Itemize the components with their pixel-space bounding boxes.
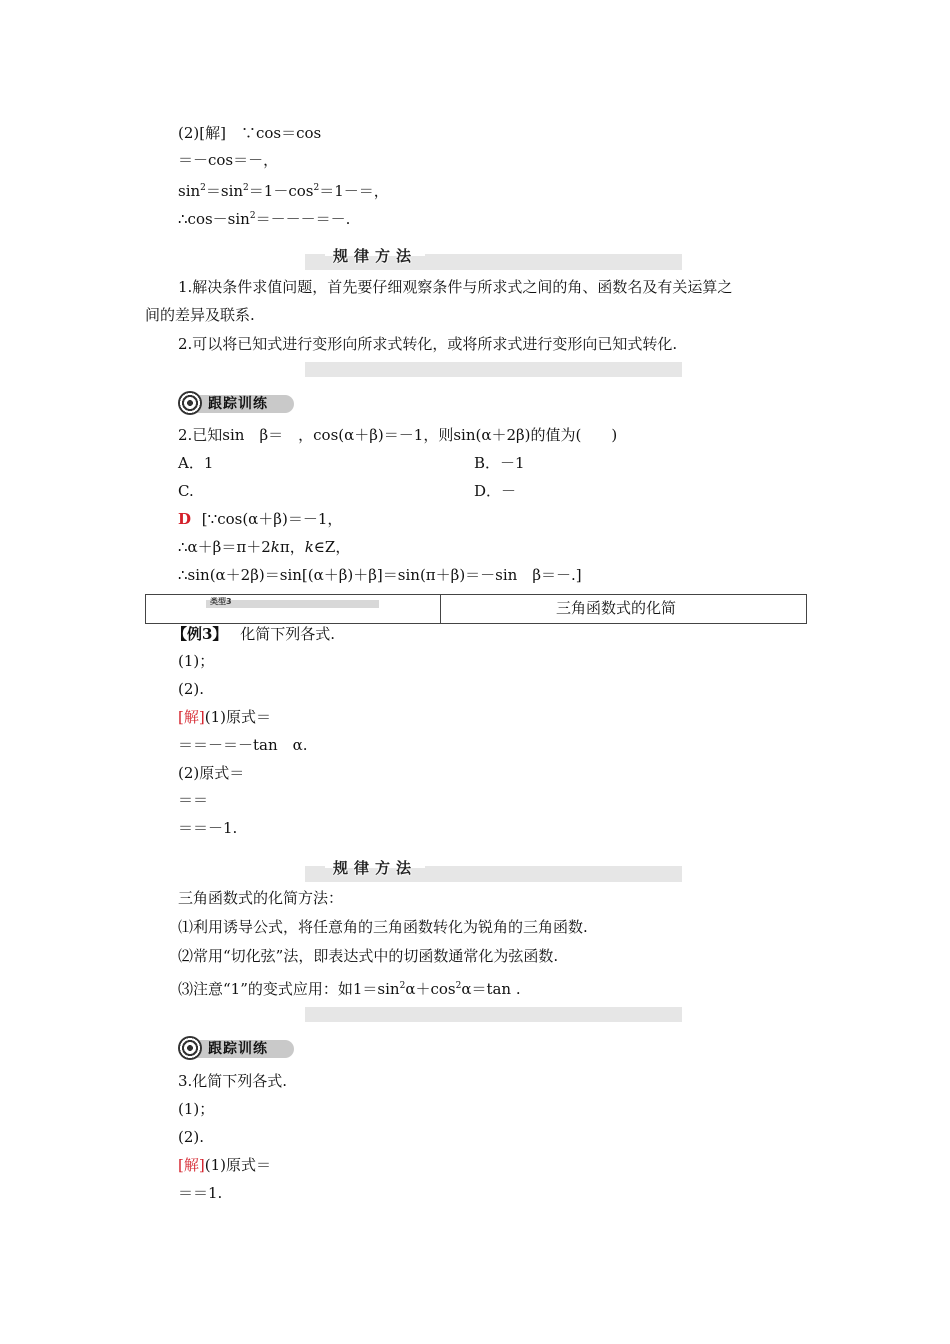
superscript: 2 [249,211,256,221]
text: α＋cos [405,980,456,998]
text: ＝1－cos [248,182,314,200]
text: [∵cos(α＋β)＝－1， [201,510,343,528]
solution-tag: [解] [178,1156,205,1174]
solution-line: ＝＝1. [178,1184,223,1202]
text: ＝1－＝， [319,182,389,200]
section-end-bar [305,1007,682,1022]
method-paragraph: ⑴利用诱导公式，将任意角的三角函数转化为锐角的三角函数. [178,918,588,936]
training-badge [178,1036,296,1062]
method-paragraph [178,976,521,999]
text: (1)原式＝ [204,1156,271,1174]
table-divider [440,595,441,623]
method-paragraph: 2.可以将已知式进行变形向所求式转化，或将所求式进行变形向已知式转化. [178,335,678,353]
question-text: 3.化简下列各式. [178,1072,288,1090]
text: k [270,538,280,556]
type-header-table [145,594,807,624]
superscript: 2 [313,183,320,193]
text: sin [178,182,201,200]
solution-line: ＝＝－1. [178,819,238,837]
answer-letter: D [178,510,192,528]
superscript: 2 [455,981,462,991]
example-label: 【例3】 [172,625,228,643]
solution-line: ＝＝ [178,791,209,809]
text: ∴α＋β＝π＋2 [178,538,271,556]
answer-line: ∴sin(α＋2β)＝sin[(α＋β)＋β]＝sin(π＋β)＝－sin β＝－.] [178,566,582,584]
text: ∴cos－sin [178,210,250,228]
text: ∈Z， [313,538,351,556]
example-text: 化简下列各式. [240,625,335,643]
solution-line: (2)[解] ∵cos＝cos [178,124,322,142]
question-item: (2). [178,1128,205,1146]
training-title: 跟踪训练 [192,1040,294,1058]
solution-line: ＝－cos＝－， [178,151,279,169]
target-icon [178,391,202,415]
method-paragraph: 三角函数式的化简方法： [178,889,344,907]
text: π， [279,538,305,556]
solution-line [178,1155,271,1175]
text: α＝tan . [461,980,521,998]
training-badge [178,391,296,417]
method-header-bar [305,247,682,270]
solution-line [178,178,389,201]
training-title: 跟踪训练 [192,395,294,413]
text: ⑶注意“1”的变式应用：如1＝sin [178,980,400,998]
target-icon [178,1036,202,1060]
question-text: 2.已知sin β＝ ，cos(α＋β)＝－1，则sin(α＋2β)的值为( ) [178,426,618,444]
solution-line: ＝＝－＝－tan α. [178,736,308,754]
section-end-bar [305,362,682,377]
method-paragraph: ⑵常用“切化弦”法，即表达式中的切函数通常化为弦函数. [178,947,559,965]
example-item: (1)； [178,652,215,670]
type-topic: 三角函数式的化简 [556,599,677,617]
question-item: (1)； [178,1100,215,1118]
superscript: 2 [399,981,406,991]
option-a: A．1 [178,454,214,472]
example-item: (2). [178,680,205,698]
answer-line [178,537,350,557]
solution-line [178,707,271,727]
text: ＝－－－＝－. [255,210,351,228]
solution-tag: [解] [178,708,205,726]
answer-line [178,509,342,529]
option-c: C. [178,482,194,500]
method-title: 规律方法 [325,857,425,879]
method-paragraph: 1.解决条件求值问题，首先要仔细观察条件与所求式之间的角、函数名及有关运算之 [178,278,733,296]
solution-line [178,206,350,229]
type-tag: 类型3 [210,597,232,606]
superscript: 2 [243,183,249,193]
text: (1)原式＝ [204,708,271,726]
text: k [304,538,314,556]
option-b: B．－1 [474,454,525,472]
superscript: 2 [200,183,206,193]
solution-line: (2)原式＝ [178,764,245,782]
method-title: 规律方法 [325,245,425,267]
method-header-bar [305,859,682,882]
example-heading [172,624,335,644]
option-d: D．－ [474,482,517,500]
method-paragraph: 间的差异及联系. [145,306,255,324]
text: ＝sin [205,182,244,200]
